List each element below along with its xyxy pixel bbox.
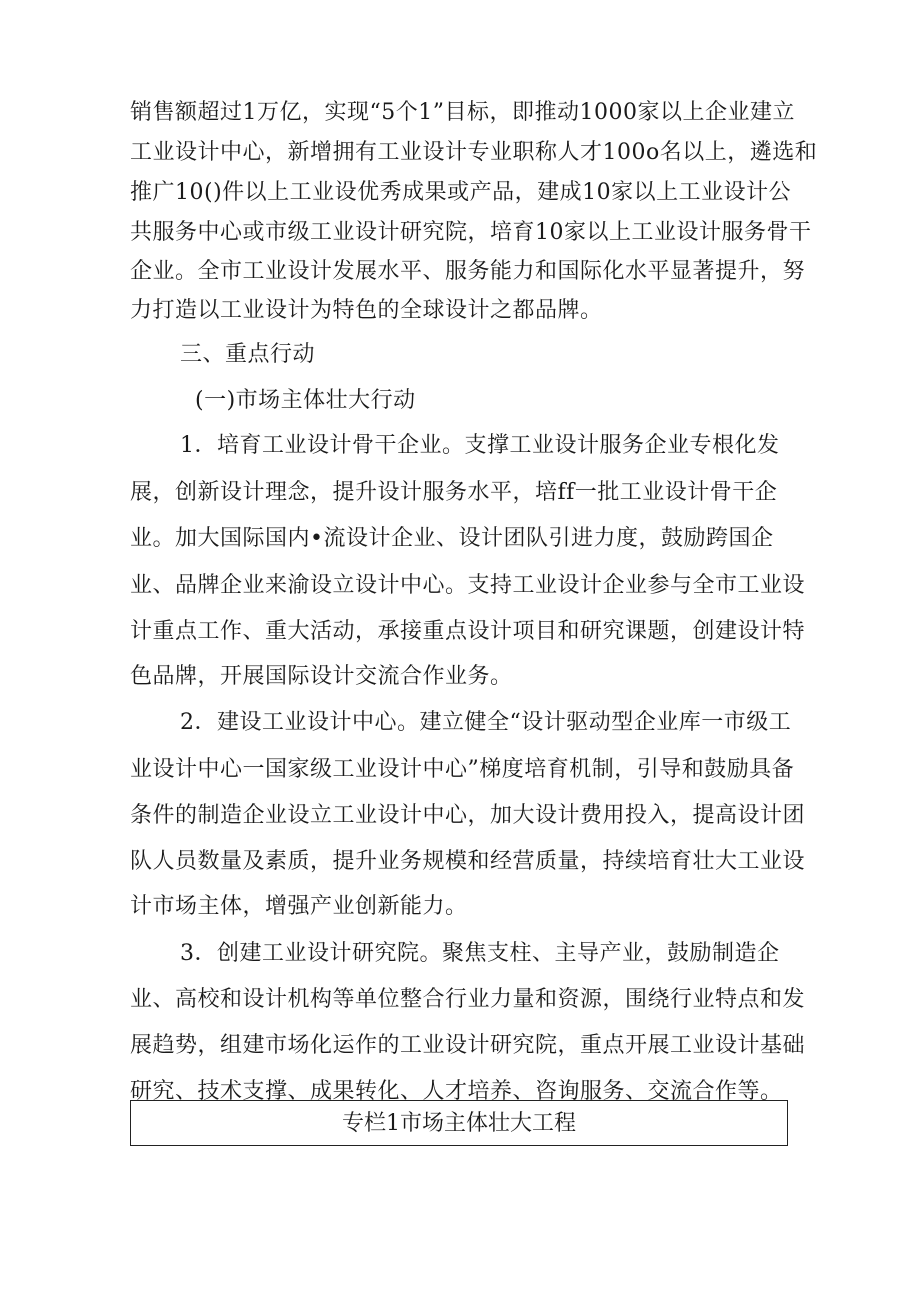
column-box — [130, 1100, 788, 1146]
text-line: 展，创新设计理念，提升设计服务水平，培ff一批工业设计骨干企 — [130, 480, 778, 505]
subsection-heading: (一)市场主体壮大行动 — [195, 388, 416, 413]
text-line: 力打造以工业设计为特色的全球设计之都品牌。 — [130, 298, 603, 323]
text-line: 业设计中心一国家级工业设计中心”梯度培育机制，引导和鼓励具备 — [130, 757, 795, 782]
text-line: 3．创建工业设计研究院。聚焦支柱、主导产业，鼓励制造企 — [180, 941, 780, 966]
text-line: 色品牌，开展国际设计交流合作业务。 — [130, 664, 513, 689]
text-line: 2．建设工业设计中心。建立健全“设计驱动型企业库一市级工 — [180, 710, 792, 735]
text-line: 队人员数量及素质，提升业务规模和经营质量，持续培育壮大工业设 — [130, 849, 806, 874]
text-line: 推广10()件以上工业设优秀成果或产品，建成10家以上工业设计公 — [130, 180, 792, 205]
text-line: 展趋势，组建市场化运作的工业设计研究院，重点开展工业设计基础 — [130, 1033, 806, 1058]
text-line: 共服务中心或市级工业设计研究院，培育10家以上工业设计服务骨干 — [130, 220, 812, 245]
column-box-title: 专栏1市场主体壮大工程 — [342, 1111, 576, 1136]
text-line: 业。加大国际国内•流设计企业、设计团队引进力度，鼓励跨国企 — [130, 526, 774, 551]
text-line: 业、品牌企业来渝设立设计中心。支持工业设计企业参与全市工业设 — [130, 573, 806, 598]
text-line: 企业。全市工业设计发展水平、服务能力和国际化水平显著提升，努 — [130, 259, 806, 284]
text-line: 销售额超过1万亿，实现“5个1”目标，即推动1000家以上企业建立 — [130, 100, 795, 125]
text-line: 条件的制造企业设立工业设计中心，加大设计费用投入，提高设计团 — [130, 803, 806, 828]
text-line: 计重点工作、重大活动，承接重点设计项目和研究课题，创建设计特 — [130, 619, 806, 644]
text-line: 业、高校和设计机构等单位整合行业力量和资源，围绕行业特点和发 — [130, 987, 806, 1012]
section-heading: 三、重点行动 — [180, 342, 316, 367]
text-line: 1．培育工业设计骨干企业。支撑工业设计服务企业专根化发 — [180, 433, 780, 458]
text-line: 工业设计中心，新增拥有工业设计专业职称人才100o名以上，遴选和 — [130, 140, 818, 165]
text-line: 研究、技术支撑、成果转化、人才培养、咨询服务、交流合作等。 — [130, 1079, 783, 1104]
text-line: 计市场主体，增强产业创新能力。 — [130, 894, 468, 919]
